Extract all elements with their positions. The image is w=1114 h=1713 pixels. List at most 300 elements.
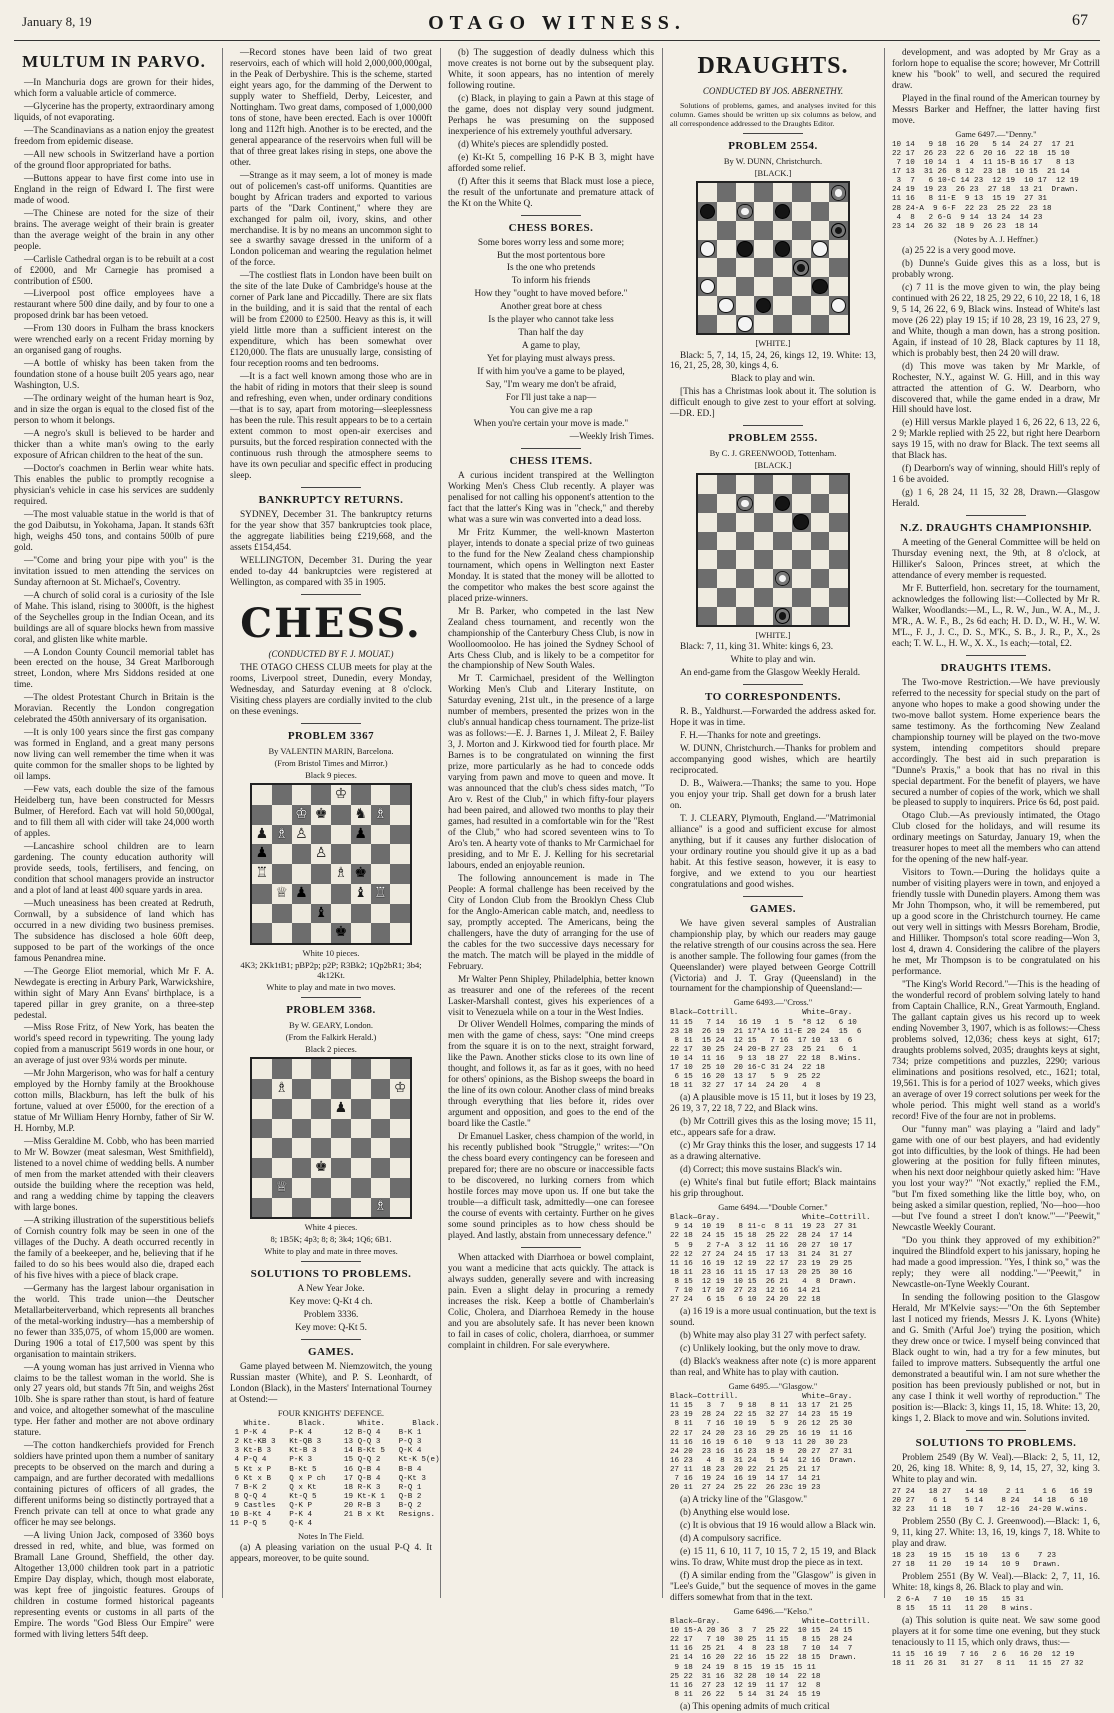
board-square <box>311 1079 331 1099</box>
divider <box>521 448 581 449</box>
board-square <box>371 1079 391 1099</box>
board-square <box>272 1119 292 1139</box>
continued-text: development, and was adopted by Mr Gray as a forlorn hope to equalise the score; however, Mr Cottrill knew his "book" to well, and secured the required draw. <box>892 48 1100 91</box>
news-item: —A London County Council memorial tablet has been erected on the house, 34 Great Marlborough street, London, where Mrs Siddons resided at one time. <box>14 647 214 691</box>
game-note: (f) Dearborn's way of winning, should Hill's reply of 1 6 be avoided. <box>892 464 1100 486</box>
newspaper-title: OTAGO WITNESS. <box>428 12 686 34</box>
white-chess-piece-icon: ♔ <box>334 787 348 803</box>
poem-line: To inform his friends <box>511 276 591 287</box>
game-note: (d) A compulsory sacrifice. <box>680 1534 782 1545</box>
draughts-item: Otago Club.—As previously intimated, the Otago Club closed for the holidays, and will resume its ordinary meetings on Saturday, January 19, when the treasurer hopes to meet all the members who can attend for the opening of the new half-year. <box>892 811 1100 866</box>
board-square <box>351 1119 371 1139</box>
board-square <box>754 513 773 532</box>
board-square <box>811 296 830 315</box>
poem-line: When you're certain your move is made." <box>473 419 629 430</box>
board-square <box>390 864 410 884</box>
game-note: (a) 25 22 is a very good move. <box>902 245 1016 256</box>
board-square <box>272 1198 292 1218</box>
game-note: (b) Mr Cottrill gives this as the losing move; 15 11, etc., appears safe for a draw. <box>670 1117 876 1139</box>
divider <box>743 425 803 426</box>
board-square <box>773 277 792 296</box>
board-square <box>792 277 811 296</box>
board-square <box>292 1158 312 1178</box>
news-item: —The George Eliot memorial, which Mr F. A. Newdegate is erecting in Arbury Park, Warwickshire, within sight of Mary Ann Evans' birthplace, is a tapered pillar in grey granite, on a three-step pedestal. <box>14 966 214 1021</box>
board-square <box>698 550 717 569</box>
games-intro: We have given several samples of Australian championship play, by which our readers may gauge the relative strength of our cousins across the sea. Here is another sample. The following four games (from the Queenslander) were played between George Cottrill (Victoria) and J. T. Gray (Queensland) in the tournament for the championship of Queensland:— <box>670 918 876 995</box>
draughts-items-heading: DRAUGHTS ITEMS. <box>940 661 1052 674</box>
board-square <box>371 1059 391 1079</box>
board-square <box>736 183 755 202</box>
page-number: 67 <box>1072 12 1088 29</box>
black-chess-piece-icon: ♝ <box>314 905 328 921</box>
game-note: (g) 1 6, 28 24, 11 15, 32 28, Drawn.—Glasgow Herald. <box>892 488 1100 510</box>
game-note: (b) The suggestion of deadly dulness which this move creates is not borne out by the subsequent play. White, it soon appears, has no intention of merely following routine. <box>448 48 654 91</box>
solution-line: Problem 3336. <box>303 1310 359 1321</box>
board-square <box>311 864 331 884</box>
board-square <box>371 844 391 864</box>
problem-author: By W. GEARY, London. <box>289 1020 373 1031</box>
board-square <box>252 1059 272 1079</box>
news-item: —Glycerine has the property, extraordinary among liquids, of not evaporating. <box>14 101 214 123</box>
board-square <box>717 494 736 513</box>
news-item: —A bottle of whisky has been taken from the foundation stone of a house built 205 years ago, near Washington, U.S. <box>14 359 214 392</box>
board-square <box>272 825 292 845</box>
misc-items <box>230 48 432 482</box>
draughts-board <box>696 473 850 627</box>
board-square <box>292 1079 312 1099</box>
board-square <box>829 277 848 296</box>
solution-line: Key move: Q-Kt 5. <box>295 1323 367 1334</box>
board-square <box>331 805 351 825</box>
poem <box>448 238 654 431</box>
news-item: —Germany has the largest labour organisation in the world. This trade union—the Deutscher Metallarbeiterverband, which represents all branches of the metal-working industry—has a membership of no fewer than 335,075, of whom 15,000 are women. During 1906 a total of £17,500 was spent by this organisation to maintain strikers. <box>14 1283 214 1360</box>
white-chess-piece-icon: ♙ <box>314 846 328 862</box>
black-chess-piece-icon: ♚ <box>314 806 328 822</box>
game-note: (a) 16 19 is a more usual continuation, but the text is sound. <box>670 1307 876 1329</box>
board-square <box>292 864 312 884</box>
board-square <box>351 1099 371 1119</box>
game-note: (c) Black, in playing to gain a Pawn at this stage of the game, does not display very sound judgment. Perhaps he was presuming on the supposed inexperience of his extremely youthful adversary. <box>448 93 654 137</box>
nz-paragraph: A meeting of the General Committee will be held on Thursday evening next, the 9th, at 8 o'clock, at Hilliker's Saloon, Princes street, at which the attendance of every member is requested. <box>892 538 1100 582</box>
divider <box>966 515 1026 516</box>
white-king-icon <box>737 204 753 220</box>
board-square <box>773 183 792 202</box>
board-square <box>736 513 755 532</box>
poem-credit: —Weekly Irish Times. <box>569 432 654 443</box>
problem-author: By W. DUNN, Christchurch. <box>723 156 823 167</box>
draughts-conductor: CONDUCTED BY JOS. ABERNETHY. <box>702 86 844 97</box>
game-intro: Played in the final round of the American tourney by Messrs Barker and Heffner, the latter having first move. <box>892 93 1100 126</box>
white-chess-piece-icon: ♕ <box>275 885 288 901</box>
chess-board <box>250 783 412 945</box>
board-square <box>292 884 312 904</box>
white-man-icon <box>812 241 828 257</box>
board-square <box>371 1099 391 1119</box>
board-square <box>773 513 792 532</box>
board-square <box>351 844 371 864</box>
correspondent-reply: F. H.—Thanks for note and greetings. <box>680 731 821 742</box>
board-square <box>351 1079 371 1099</box>
board-square <box>773 569 792 588</box>
black-man-icon <box>737 241 753 257</box>
opening-name: FOUR KNIGHTS' DEFENCE. <box>277 1408 385 1418</box>
problem-title: PROBLEM 3368. <box>286 1004 376 1017</box>
game-note: (d) White's pieces are splendidly posted. <box>458 139 609 150</box>
solution-line: Key move: Q-Kt 4 ch. <box>289 1297 373 1308</box>
black-man-icon <box>775 496 791 512</box>
problem-author: By C. J. GREENWOOD, Tottenham. <box>709 448 837 459</box>
draughts-item: "The King's World Record."—This is the heading of the wonderful record of problem solving lately to hand from Captain Challice, R.N., Great Yarmouth, England. The gallant captain gives us his record up to week ending November 3, 1907, which is as follows:—Chess problems solved, 12,036; chess keys at sight, 617; draughts problems solved, 2035; draughts keys at sight, 734; prize competitions and puzzles, 2290; various eliminations and positions resolved, etc., 1621; total, 19,561. This is for a period of 1027 weeks, which gives an average of over 19 correct solutions per week for the whole period. This might well stand as a world's record! Five of the four are not in problems. <box>892 979 1100 1122</box>
board-square <box>811 532 830 551</box>
board-square <box>792 588 811 607</box>
poem-line: Than half the day <box>518 328 584 339</box>
board-square <box>792 494 811 513</box>
solution-line: A New Year Joke. <box>297 1284 365 1295</box>
problem-title: PROBLEM 2555. <box>728 432 818 445</box>
news-item: —Record stones have been laid of two great reservoirs, each of which will hold 2,000,000,000gal, in the Peak of Derbyshire. This is the scheme, started eight years ago, for the damming of the Derwent to supply water to Sheffield, Derby, Leicester, and Nottingham. Two great dams, composed of 1,000,000 tons of stone, have been erected. Each is over 1000ft long and 112ft high. Another is to be erected, and the general appearance of the reservoirs when full will be that of three great lakes rising in steps, one above the other. <box>230 48 432 168</box>
board-square <box>717 202 736 221</box>
poem-line: But the most portentous bore <box>497 250 605 261</box>
board-square <box>773 258 792 277</box>
board-square <box>272 864 292 884</box>
news-item: —A striking illustration of the superstitious beliefs of Cornish country folk may be seen in one of the villages of the Duchy. A death occurred recently in the family of a beekeeper, and he, believing that if he failed to do so his bees would also die, draped each of his five hives with a piece of black crape. <box>14 1215 214 1281</box>
news-item: —The cotton handkerchiefs provided for French soldiers have printed upon them a number of sanitary precepts to be observed on the march and during a campaign, and are further decorated with medallions containing pictures of officers of all grades, the different uniforms being so distinctly portrayed that a French private can tell at once to what grade any officer he may see belongs. <box>14 1441 214 1529</box>
board-square <box>390 805 410 825</box>
games-heading: GAMES. <box>749 902 797 915</box>
board-square <box>390 785 410 805</box>
white-chess-piece-icon: ♗ <box>275 826 288 842</box>
news-item: —Buttons appear to have first come into use in England in the reign of Edward I. The first were made of wood. <box>14 173 214 206</box>
nz-paragraph: Mr F. Butterfield, hon. secretary for the tournament, acknowledges the following list:—Collected by Mr R. Walker, Woodlands:—M., L., R. W., Jun., W. A., M., J. M'R., A. W. F., B., 2s 6d each; H. D. D., W. H., W. W. M'L., F. J., J. C., D. S., M'K., S. B., J. R., P., X., 2s each; T. W. L., H. W., X. X., 1s each;—total, £2. <box>892 584 1100 649</box>
news-item: —A living Union Jack, composed of 3360 boys dressed in red, white, and blue, was formed on Bramall Lane Ground, Sheffield, the other day. Altogether 13,000 children took part in a patriotic Empire Day display, which, though most elaborate, was kept free of jingoistic features. Groups of children in costume formed historical pageants representing events or customs in all parts of the Empire. The words "God Bless Our Empire" were formed with living letters 54ft deep. <box>14 1531 214 1640</box>
board-square <box>390 923 410 943</box>
board-square <box>272 1158 292 1178</box>
game-notes <box>892 246 1100 510</box>
divider <box>743 133 803 134</box>
board-square <box>331 884 351 904</box>
column-chess <box>230 48 440 1598</box>
poem-line: Say, "I'm weary me don't be afraid, <box>485 380 617 391</box>
solution-moves: 27 24 18 27 14 10 2 11 1 6 16 19 20 27 6 1 5 14 8 24 14 18 6 10 32 23 11 18 10 7 12-16 24-20 W.wins. <box>892 1487 1093 1514</box>
game-notes <box>670 1495 876 1604</box>
board-square <box>351 1158 371 1178</box>
board-square <box>736 277 755 296</box>
game-note: (c) 7 11 is the move given to win, the play being continued with 26 22, 18 25, 29 22, 6 10, 22 18, 1 6, 18 9, 5 14, 26 22, 6 9, Black wins. Instead of White's last move (26 22) play 19 15; if 10 28, 23 19, 16 23, 27 9, and White, though a man down, has a strong position. Again, if instead of 10 28, Black captures by 11 18, which is probably best, then 24 20 will draw. <box>892 282 1100 359</box>
board-square <box>717 607 736 626</box>
problem-2555 <box>670 432 876 640</box>
board-square <box>754 277 773 296</box>
board-square <box>311 844 331 864</box>
news-item: —Liverpool post office employees have a restaurant where 500 dine daily, and by four to one a proposed drink bar has been vetoed. <box>14 289 214 322</box>
poem-line: If with him you've a game to be played, <box>477 367 625 378</box>
column-divider <box>222 48 223 1598</box>
bankruptcy-sydney: SYDNEY, December 31. The bankruptcy returns for the year show that 357 bankruptcies took place, the aggregate liabilities being £219,668, and the assets £154,454. <box>230 509 432 553</box>
game-note: (e) Kt-Kt 5, compelling 16 P-K B 3, might have afforded some relief. <box>448 152 654 174</box>
problem-author: By VALENTIN MARIN, Barcelona. <box>268 746 394 757</box>
solutions-list <box>230 1284 432 1334</box>
board-square <box>792 513 811 532</box>
white-chess-piece-icon: ♖ <box>255 866 269 882</box>
news-item: —The Chinese are noted for the size of their brains. The average weight of their brain is greater than the average weight of the brain in any other people. <box>14 208 214 252</box>
game-note: (d) Black's weakness after note (c) is more apparent than real, and White has to play with caution. <box>670 1357 876 1379</box>
white-label: [WHITE.] <box>755 630 791 641</box>
news-item: —A church of solid coral is a curiosity of the Isle of Mahe. This island, rising to 3000ft, is the highest of the Seychelles group in the Indian Ocean, and its buildings are all of square blocks hewn from massive coral, and glisten like white marble. <box>14 590 214 645</box>
board-square <box>773 494 792 513</box>
board-square <box>698 513 717 532</box>
board-square <box>311 1158 331 1178</box>
correspondents <box>670 707 876 891</box>
board-square <box>252 864 272 884</box>
board-square <box>792 258 811 277</box>
news-item: —A negro's skull is believed to be harder and thicker than a white man's owing to the early exposure of African children to the heat of the sun. <box>14 429 214 462</box>
board-square <box>754 475 773 494</box>
news-item: —The most valuable statue in the world is that of the god Daibutsu, in Yokohama, Japan. It stands 63ft high, weighs 450 tons, and contains 500lb of pure gold. <box>14 509 214 553</box>
game-note: (e) White's final but futile effort; Black maintains his grip throughout. <box>670 1178 876 1200</box>
white-chess-piece-icon: ♙ <box>295 826 308 842</box>
board-square <box>252 1079 272 1099</box>
game-notes <box>448 48 654 210</box>
correspondent-reply: R. B., Yaldhurst.—Forwarded the address asked for. Hope it was in time. <box>670 707 876 729</box>
game-note: (f) After this it seems that Black must lose a piece, the result of the unfortunate and premature attack of the Kt on the White Q. <box>448 176 654 209</box>
board-square <box>736 532 755 551</box>
board-square <box>754 202 773 221</box>
board-square <box>829 183 848 202</box>
board-square <box>371 1158 391 1178</box>
board-square <box>311 1099 331 1119</box>
chess-club-notice: THE OTAGO CHESS CLUB meets for play at the rooms, Liverpool street, Dunedin, every Monday, Wednesday, and Saturday evening at 8 o'clock. Visiting chess players are cordially invited to the club on these evenings. <box>230 663 432 718</box>
game-notes <box>670 1307 876 1379</box>
board-square <box>390 1059 410 1079</box>
board-square <box>717 240 736 259</box>
black-chess-piece-icon: ♚ <box>354 866 367 882</box>
problem-fen: 8; 1B5K; 4p3; 8; 8; 3k4; 1Q6; 6B1. <box>270 1234 392 1245</box>
board-square <box>351 884 371 904</box>
board-square <box>252 825 272 845</box>
problem-note: [This has a Christmas look about it. The solution is difficult enough to give zest to your effort at solving.—DR. ED.] <box>670 387 876 420</box>
board-square <box>390 904 410 924</box>
divider <box>301 723 361 724</box>
white-chess-piece-icon: ♖ <box>374 885 387 901</box>
games-heading: GAMES. <box>307 1346 355 1359</box>
board-square <box>754 221 773 240</box>
board-square <box>754 296 773 315</box>
board-square <box>698 240 717 259</box>
board-square <box>829 221 848 240</box>
board-square <box>331 864 351 884</box>
board-square <box>754 569 773 588</box>
board-square <box>351 864 371 884</box>
board-square <box>311 923 331 943</box>
board-square <box>390 1138 410 1158</box>
news-item: —In Manchuria dogs are grown for their hides, which form a valuable article of commerce. <box>14 78 214 100</box>
black-king-icon <box>775 608 791 624</box>
board-square <box>736 315 755 334</box>
poem-line: For I'll just take a nap— <box>505 393 597 404</box>
board-square <box>773 221 792 240</box>
white-man-icon <box>718 298 734 314</box>
board-square <box>754 550 773 569</box>
board-square <box>292 1198 312 1218</box>
board-square <box>717 315 736 334</box>
game-moves: Black—Cottrill. White—Gray. 11 15 7 14 16 19 1 5 *8 12 6 10 23 18 26 19 21 17*A 16 11-E 20 24 15 6 8 11 15 24 12 15 7 16 17 10 13 6 22 17 30 25 24 20-B 27 23 25 21 6 1 10 14 11 16 9 13 18 27 22 18 8.Wins. 17 10 25 10 20 16-C 31 24 22 18 6 15 16 20 13 17 5 9 25 22 18 11 32 27 17 14 24 20 4 8 <box>670 1009 862 1091</box>
problem-source: (From the Falkirk Herald.) <box>285 1032 377 1043</box>
white-chess-piece-icon: ♔ <box>393 1080 407 1096</box>
board-square <box>811 550 830 569</box>
white-chess-piece-icon: ♔ <box>295 806 308 822</box>
chess-board <box>250 1057 412 1219</box>
chess-item: The following announcement is made in The People: A formal challenge has been received by the City of London Club from the Brooklyn Chess Club for the Anglo-American cable match, and, needless to say, promptly accepted. The Americans, being the challengers, have the duty of arranging for the use of the cables for the two successive days necessary for the match. The match will be played in the middle of February. <box>448 873 654 972</box>
board-square <box>371 1138 391 1158</box>
board-square <box>331 1079 351 1099</box>
column-divider <box>440 48 441 1598</box>
divider <box>743 684 803 685</box>
board-square <box>829 607 848 626</box>
poem-line: Is the one who pretends <box>506 263 596 274</box>
news-item: —Much uneasiness has been created at Redruth, Cornwall, by a subsidence of land which has occurred in a new dividing two business premises. The subsidence has disclosed a hole 60ft deep, supposed to be part of the workings of the once famous Penandrea mine. <box>14 898 214 964</box>
chess-item: A curious incident transpired at the Wellington Working Men's Chess Club recently. A player was penalised for not calling his opponent's attention to the fact that the latter's King was in "check," and thereby what was a sure win was converted into a dead loss. <box>448 471 654 525</box>
board-square <box>717 258 736 277</box>
board-square <box>829 315 848 334</box>
correspondents-heading: TO CORRESPONDENTS. <box>705 691 841 704</box>
board-square <box>792 569 811 588</box>
column-draughts <box>670 48 876 1713</box>
chess-item: Dr Emanuel Lasker, chess champion of the world, in his recently published book "Struggle," writes:—"On the chess board every contingency can be foreseen and prepared for; there are no obscure or inaccessible facts to be discovered, no lurking corners from which hostile forces may move upon us. If one but take the trouble—a difficult task, admittedly—one can foresee the course of events with certainty. Further on he gives some sound principles as to how chess should be played. And lastly, abstain from unnecessary defence." <box>448 1132 654 1241</box>
black-chess-piece-icon: ♟ <box>255 826 269 842</box>
board-square <box>736 607 755 626</box>
problem-black-count: Black 9 pieces. <box>305 770 357 781</box>
board-square <box>829 550 848 569</box>
white-chess-piece-icon: ♗ <box>334 866 348 882</box>
problem-white-count: White 10 pieces. <box>302 948 360 959</box>
chess-item: Dr Oliver Wendell Holmes, comparing the minds of men with the game of chess, says: "One mind creeps from the square it is on to the next, straight forward, like the Pawn. Another sticks close to its own line of thought, and follows it, as far as it goes, with no heed for others' opinions, as the Bishop sweeps the board in the line of its own colour. Another class of mind breaks through everything that lies before it, rides over argument and opposition, and goes to the end of the board like the Castle." <box>448 1020 654 1130</box>
game-title: Game 6493.—"Cross." <box>733 997 813 1008</box>
board-square <box>331 904 351 924</box>
game-title: Game 6496.—"Kelso." <box>733 1606 813 1617</box>
board-square <box>311 805 331 825</box>
board-square <box>698 258 717 277</box>
board-square <box>698 183 717 202</box>
board-square <box>811 315 830 334</box>
board-square <box>311 1138 331 1158</box>
news-item: —Few vats, each double the size of the famous Heidelberg tun, have been constructed for Messrs Bulmer, of Hereford. Each vat will hold 50,000gal, and to fill them all with cider will take 24,000 worth of apples. <box>14 785 214 840</box>
correspondent-reply: T. J. CLEARY, Plymouth, England.—"Matrimonial alliance" is a good and sufficient excuse for almost anything, but if it causes any further dislocation of your ordinary routine you should give it up as a bad habit. At this festive season, however, it is easy to forgive, and we extend to you our heartiest congratulations and good wishes. <box>670 813 876 890</box>
board-square <box>754 607 773 626</box>
board-square <box>773 607 792 626</box>
column-multum-in-parvo <box>14 48 214 1640</box>
board-square <box>792 532 811 551</box>
news-item: —From 130 doors in Fulham the brass knockers were wrenched early on a recent Friday morning by an organised gang of roughs. <box>14 324 214 357</box>
board-square <box>829 258 848 277</box>
solution-moves: 18 23 19 15 15 10 13 6 7 23 27 18 11 20 19 14 10 9 Drawn. <box>892 1551 1061 1569</box>
black-king-icon <box>831 223 847 239</box>
board-square <box>252 1099 272 1119</box>
draughts-item: "Do you think they approved of my exhibition?" inquired the Blindfold expert to his janissary, hoping he had made a good impression. "Yes, I think so," was the reply; they were all nodding."—"Peewit," in Newcastle-on-Tyne Weekly Courant. <box>892 1236 1100 1291</box>
board-square <box>717 183 736 202</box>
board-square <box>351 1178 371 1198</box>
white-label: [WHITE.] <box>755 338 791 349</box>
board-square <box>792 240 811 259</box>
nz-championship-heading: N.Z. DRAUGHTS CHAMPIONSHIP. <box>900 522 1092 535</box>
board-square <box>390 825 410 845</box>
board-square <box>371 1198 391 1218</box>
advertisement: When attacked with Diarrhoea or bowel complaint, you want a medicine that acts quickly. The attack is always sudden, generally severe and with increasing pain. Even a slight delay in procuring a remedy increases the risk. Keep a bottle of Chamberlain's Colic, Cholera, and Diarrhoea Remedy in the house and you are absolutely safe. It has never been known to fail in cases of colic, cholera, diarrhoea, or summer complaint in children. For sale everywhere. <box>448 1252 654 1351</box>
board-square <box>811 277 830 296</box>
divider <box>301 594 361 595</box>
board-square <box>252 904 272 924</box>
board-square <box>331 1119 351 1139</box>
board-square <box>331 1198 351 1218</box>
game-note: (d) Correct; this move sustains Black's win. <box>680 1165 843 1176</box>
board-square <box>736 296 755 315</box>
board-square <box>698 607 717 626</box>
board-square <box>698 315 717 334</box>
black-man-icon <box>793 514 809 530</box>
board-square <box>331 844 351 864</box>
board-square <box>736 494 755 513</box>
board-square <box>371 1178 391 1198</box>
board-square <box>331 785 351 805</box>
draughts-item: The Two-move Restriction.—We have previously referred to the necessity for special study on the part of anyone who hopes to make a good showing under the two-move ballot system. Home experience bears the same testimony. As the forthcoming New Zealand championship tourney will be played on the two-move system, intending competitors should prepare accordingly. The best aid in such preparation is "Dunne's Praxis," a book that has no rival in this special department. For the benefit of players, we have secured a number of copies of the work, which we shall be pleased to supply to inquirers. Price 6s 6d, post paid. <box>892 677 1100 809</box>
board-square <box>272 785 292 805</box>
board-square <box>736 202 755 221</box>
board-square <box>754 315 773 334</box>
board-square <box>698 475 717 494</box>
black-man-icon <box>775 241 791 257</box>
board-square <box>311 1178 331 1198</box>
board-square <box>792 607 811 626</box>
board-square <box>390 844 410 864</box>
board-square <box>717 221 736 240</box>
news-item: —Strange as it may seem, a lot of money is made out of policemen's cast-off uniforms. Quantities are bought by African traders and exported to various parts of the "Dark Continent," where they are exchanged for palm oil, ivory, skins, and other merchandise. It is by no means an uncommon sight to see a swarthy savage dressed in the uniform of a London policeman and wearing the regulation helmet of the force. <box>230 170 432 269</box>
board-square <box>351 1059 371 1079</box>
board-square <box>272 844 292 864</box>
board-square <box>736 569 755 588</box>
chess-items-heading: CHESS ITEMS. <box>509 455 593 468</box>
board-square <box>717 550 736 569</box>
board-square <box>331 923 351 943</box>
board-square <box>698 569 717 588</box>
chess-item: Mr B. Parker, who competed in the last New Zealand chess tournament, and recently won the championship of the Canterbury Chess Club, is now in Woolloomooloo. He has joined the Sydney School of Arts Chess Club, and is likely to be a competitor for the championship of New South Wales. <box>448 606 654 672</box>
problem-white-count: White 4 pieces. <box>304 1222 358 1233</box>
board-square <box>717 296 736 315</box>
game-note: (d) This move was taken by Mr Markle, of Rochester, N.Y., against W. G. Hill, and in this way attracted the attention of G. W. Dearborn, who discovered that, while the game ended in a draw, Mr Hill should have lost. <box>892 361 1100 416</box>
board-square <box>371 904 391 924</box>
black-man-icon <box>775 204 791 220</box>
board-square <box>272 923 292 943</box>
board-square <box>292 1059 312 1079</box>
masthead <box>0 0 1114 44</box>
poem-title: CHESS BORES. <box>508 221 594 234</box>
draughts-subnote: Solutions of problems, games, and analyses invited for this column. Games should be written up six columns as below, and all correspondence addressed to the Draughts Editor. <box>670 100 876 129</box>
nz-championship-text <box>892 538 1100 650</box>
white-chess-piece-icon: ♗ <box>374 1199 387 1215</box>
board-square <box>829 513 848 532</box>
draughts-board <box>696 181 850 335</box>
board-square <box>829 494 848 513</box>
board-square <box>252 1178 272 1198</box>
board-square <box>331 1138 351 1158</box>
news-item: —Miss Rose Fritz, of New York, has beaten the world's speed record in typewriting. The young lady copied from a manuscript 5619 words in one hour, or an average of just over 93¼ words per minute. <box>14 1023 214 1067</box>
black-chess-piece-icon: ♟ <box>295 885 308 901</box>
board-square <box>829 475 848 494</box>
board-square <box>351 1138 371 1158</box>
problem-task: White to play and mate in two moves. <box>266 982 396 993</box>
game-note: (e) Hill versus Markle played 1 6, 26 22, 6 13, 22 6, 2 9; Markle replied with 25 22, but right here Dearborn says 19 15, with no draw for Black. The text seems all that Black has. <box>892 418 1100 462</box>
board-square <box>717 532 736 551</box>
divider <box>743 896 803 897</box>
board-square <box>792 475 811 494</box>
board-square <box>829 569 848 588</box>
